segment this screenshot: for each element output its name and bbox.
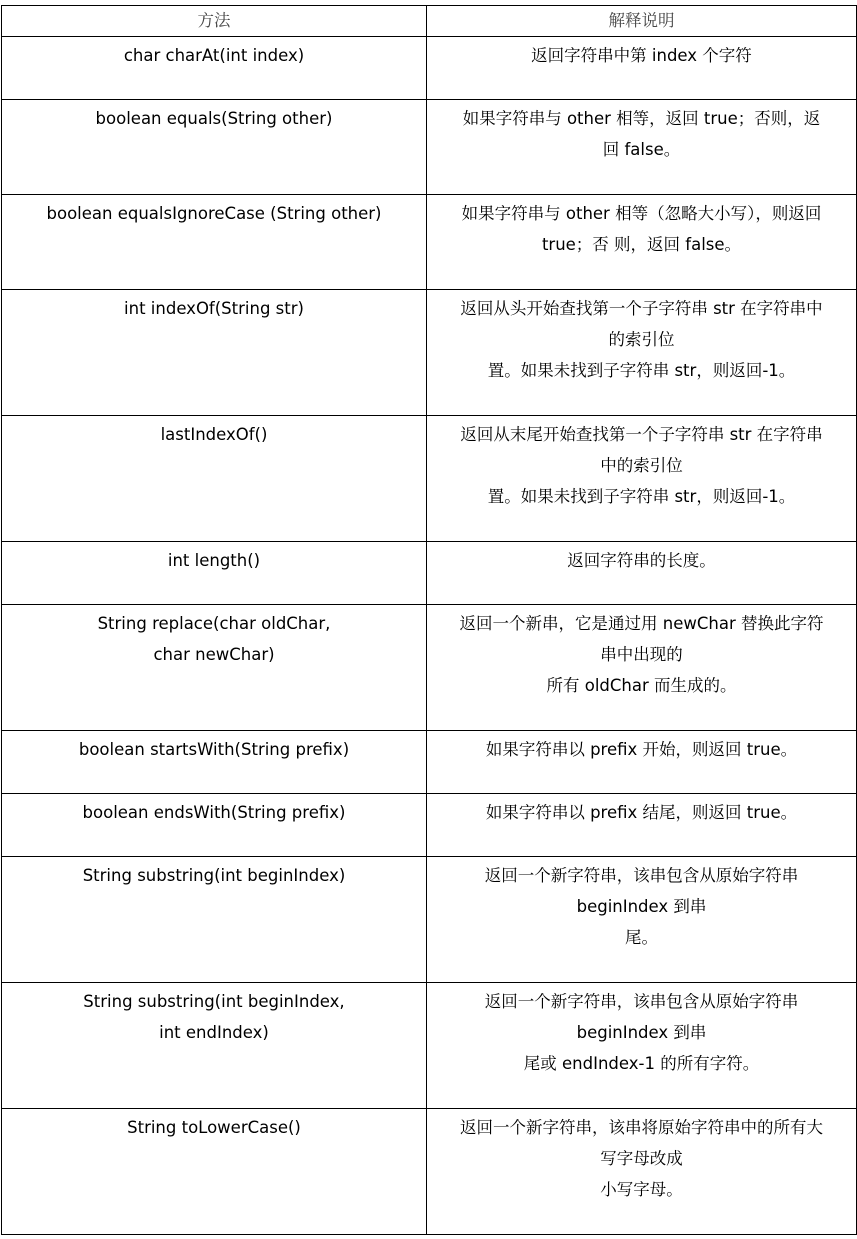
method-cell [2, 605, 427, 731]
method-text: boolean equalsIgnoreCase (String other) [46, 204, 382, 223]
description-text: 回 false。 [602, 140, 681, 159]
description-text: 返回一个新字符串，该串将原始字符串中的所有大 [460, 1118, 823, 1137]
table-row [2, 794, 857, 857]
description-text: 的索引位 [608, 330, 675, 349]
method-cell [2, 290, 427, 416]
description-cell [427, 731, 857, 794]
description-cell [427, 794, 857, 857]
description-text: 所有 oldChar 而生成的。 [546, 676, 737, 695]
description-text: true；否 则，返回 false。 [541, 235, 742, 254]
table-row [2, 1109, 857, 1235]
table-row [2, 857, 857, 983]
description-text: 返回字符串的长度。 [567, 551, 716, 570]
description-text: 如果字符串以 prefix 结尾，则返回 true。 [485, 803, 798, 822]
method-text: String substring(int beginIndex) [82, 866, 346, 885]
method-text: String toLowerCase() [127, 1118, 301, 1137]
description-cell [427, 100, 857, 195]
method-cell [2, 731, 427, 794]
header-description: 解释说明 [427, 6, 857, 37]
table-row [2, 731, 857, 794]
description-text: 串中出现的 [600, 645, 683, 664]
header-method: 方法 [2, 6, 427, 37]
table-row [2, 290, 857, 416]
method-text: boolean startsWith(String prefix) [78, 740, 350, 759]
description-text: 尾。 [625, 928, 658, 947]
method-cell [2, 1109, 427, 1235]
description-cell [427, 290, 857, 416]
description-text: 置。如果未找到子字符串 str，则返回-1。 [487, 361, 796, 380]
method-cell [2, 857, 427, 983]
method-text: int endIndex) [159, 1023, 269, 1042]
method-text: char charAt(int index) [123, 46, 305, 65]
method-cell [2, 37, 427, 100]
method-text: int length() [167, 551, 261, 570]
description-text: 返回从末尾开始查找第一个子字符串 str 在字符串 [460, 425, 823, 444]
description-text: beginIndex 到串 [576, 897, 707, 916]
description-text: 如果字符串与 other 相等，返回 true；否则，返 [462, 109, 821, 128]
description-cell [427, 983, 857, 1109]
method-text: String substring(int beginIndex, [83, 992, 345, 1011]
method-text: int indexOf(String str) [124, 299, 304, 318]
method-cell [2, 100, 427, 195]
table-row [2, 37, 857, 100]
table-row [2, 605, 857, 731]
method-cell [2, 542, 427, 605]
description-text: 返回从头开始查找第一个子字符串 str 在字符串中 [460, 299, 823, 318]
method-text: String replace(char oldChar, [97, 614, 331, 633]
method-text: boolean equals(String other) [95, 109, 333, 128]
method-text: lastIndexOf() [160, 425, 268, 444]
method-cell [2, 983, 427, 1109]
description-text: 返回字符串中第 index 个字符 [531, 46, 752, 65]
method-text: boolean endsWith(String prefix) [82, 803, 346, 822]
description-cell [427, 542, 857, 605]
description-text: 如果字符串与 other 相等（忽略大小写），则返回 [461, 204, 822, 223]
method-cell [2, 416, 427, 542]
string-methods-table [1, 5, 857, 1235]
method-cell [2, 794, 427, 857]
description-cell [427, 195, 857, 290]
description-text: 小写字母。 [600, 1180, 683, 1199]
table-row [2, 100, 857, 195]
description-cell [427, 37, 857, 100]
header-row [2, 6, 857, 37]
description-text: 尾或 endIndex-1 的所有字符。 [523, 1054, 760, 1073]
description-text: 写字母改成 [600, 1149, 683, 1168]
description-cell [427, 1109, 857, 1235]
description-cell [427, 857, 857, 983]
table-row [2, 542, 857, 605]
description-text: 中的索引位 [600, 456, 683, 475]
description-text: beginIndex 到串 [576, 1023, 707, 1042]
description-text: 返回一个新串，它是通过用 newChar 替换此字符 [459, 614, 824, 633]
description-cell [427, 605, 857, 731]
description-text: 返回一个新字符串，该串包含从原始字符串 [484, 866, 799, 885]
description-cell [427, 416, 857, 542]
description-text: 如果字符串以 prefix 开始，则返回 true。 [485, 740, 798, 759]
method-text: char newChar) [153, 645, 275, 664]
method-cell [2, 195, 427, 290]
description-text: 置。如果未找到子字符串 str，则返回-1。 [487, 487, 796, 506]
table-row [2, 983, 857, 1109]
table-body [2, 37, 857, 1235]
description-text: 返回一个新字符串，该串包含从原始字符串 [484, 992, 799, 1011]
table-row [2, 195, 857, 290]
table-row [2, 416, 857, 542]
